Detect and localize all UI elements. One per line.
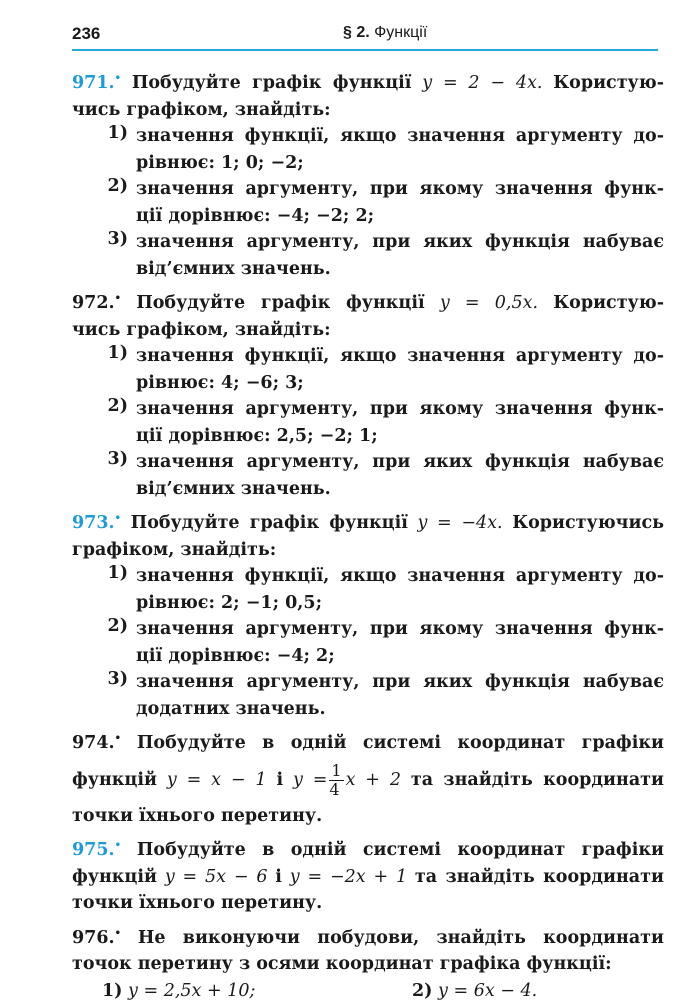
intro-text: Користую- [553,73,664,93]
item-index: 2) [107,616,128,636]
problem-975 [72,833,664,917]
item-text: ції дорівнює: −4; −2; 2; [136,205,375,226]
intro-text: функцій [72,866,157,887]
item-text: значення аргументу, при яких функція набуває [136,232,664,252]
header-rule [72,49,658,51]
problem-973 [72,506,664,722]
function-formula: y = 6x − 4. [438,980,538,1001]
function-formula: y = $\frac{1}{4}$ x + 2 [292,760,401,799]
problem-971 [72,66,664,282]
intro-text: Побудуйте в одній системі координат графіки [136,733,664,753]
item-index: 2) [107,396,128,416]
list-item [72,669,664,722]
problem-intro-line [72,921,664,952]
item-text: значення аргументу, при якому значення функ- [136,179,664,199]
item-text: рівнює: 2; −1; 0,5; [136,592,323,613]
function-formula: y = x − 1 [166,769,267,790]
item-index: 1) [107,123,128,143]
intro-text: Побудуйте графік функції [131,73,412,93]
item-index: 1) [107,343,128,363]
answer-options [72,978,664,1005]
item-index: 1) [102,980,123,1001]
page-number: 236 [72,24,101,43]
intro-text: графіком, знайдіть: [72,539,277,560]
problem-number: 973.• [72,513,122,533]
fraction: $\frac{1}{4}$ [329,760,342,799]
intro-text: Не виконуючи побудови, знайдіть координати [137,927,664,948]
problem-intro-line [72,66,664,97]
item-text: рівнює: 1; 0; −2; [136,152,304,173]
item-text: значення функції, якщо значення аргументу до- [136,346,664,366]
item-index: 2) [107,176,128,196]
item-text: значення функції, якщо значення аргументу до- [136,566,664,586]
function-formula: y = −2x + 1 [289,866,408,887]
item-index: 3) [107,669,128,689]
option-1 [72,978,412,1005]
problem-intro-line [72,726,664,757]
page-header [72,22,658,50]
item-text: значення аргументу, при яких функція набуває [136,672,664,692]
intro-text: та знайдіть координати [410,769,664,790]
item-text: ції дорівнює: 2,5; −2; 1; [136,425,378,446]
item-index: 2) [412,980,433,1001]
item-text: рівнює: 4; −6; 3; [136,372,304,393]
intro-text: Побудуйте графік функції [136,293,425,313]
intro-text: Користуючись [512,513,664,533]
function-formula: y = −4x. [417,513,503,533]
item-text: значення аргументу, при якому значення функ- [136,619,664,639]
problem-number: 975.• [72,840,122,860]
function-formula: y = 0,5x. [439,293,539,313]
intro-text: точки їхнього перетину. [72,893,323,913]
problem-number: 971.• [72,73,122,93]
list-item [72,176,664,229]
list-item [72,396,664,449]
intro-text: Побудуйте в одній системі координат графіки [136,840,664,860]
intro-text: функцій [72,769,157,790]
option-2 [412,978,537,1005]
item-text: значення аргументу, при якому значення функ- [136,399,664,419]
conjunction: і [276,769,284,790]
intro-text: чись графіком, знайдіть: [72,99,331,120]
problem-976 [72,921,664,1005]
problem-intro-line [72,833,664,864]
problem-number: 974.• [72,733,122,753]
function-formula: y = 5x − 6 [164,866,268,887]
list-item [72,229,664,282]
functions-line [72,757,664,803]
item-index: 3) [107,449,128,469]
item-text: від’ємних значень. [136,258,331,279]
problem-intro-line [72,286,664,317]
list-item [72,449,664,502]
problem-number: 972.• [72,293,122,313]
item-index: 3) [107,229,128,249]
function-formula: y = 2,5x + 10; [128,980,256,1001]
section-mark: § 2. [343,24,370,41]
intro-text: чись графіком, знайдіть: [72,319,331,340]
list-item [72,563,664,616]
section-title [343,24,427,42]
intro-text: та знайдіть координати [414,866,664,887]
content [72,66,664,1008]
problem-number: 976.• [72,927,122,948]
list-item [72,616,664,669]
section-name: Функції [374,24,428,41]
item-text: від’ємних значень. [136,478,331,499]
function-formula: y = 2 − 4x. [422,73,543,93]
item-text: значення функції, якщо значення аргументу до- [136,126,664,146]
intro-text: точок перетину з осями координат графіка функції: [72,954,612,974]
item-index: 1) [107,563,128,583]
intro-text: точки їхнього перетину. [72,805,323,826]
problem-974 [72,726,664,829]
item-text: ції дорівнює: −4; 2; [136,645,335,666]
functions-line [72,864,664,891]
item-text: значення аргументу, при яких функція набуває [136,452,664,472]
intro-text: Користую- [553,293,664,313]
intro-text: Побудуйте графік функції [130,513,408,533]
problem-intro-line [72,506,664,537]
list-item [72,343,664,396]
problem-972 [72,286,664,502]
list-item [72,123,664,176]
conjunction: і [275,866,282,887]
item-text: додатних значень. [136,698,326,719]
